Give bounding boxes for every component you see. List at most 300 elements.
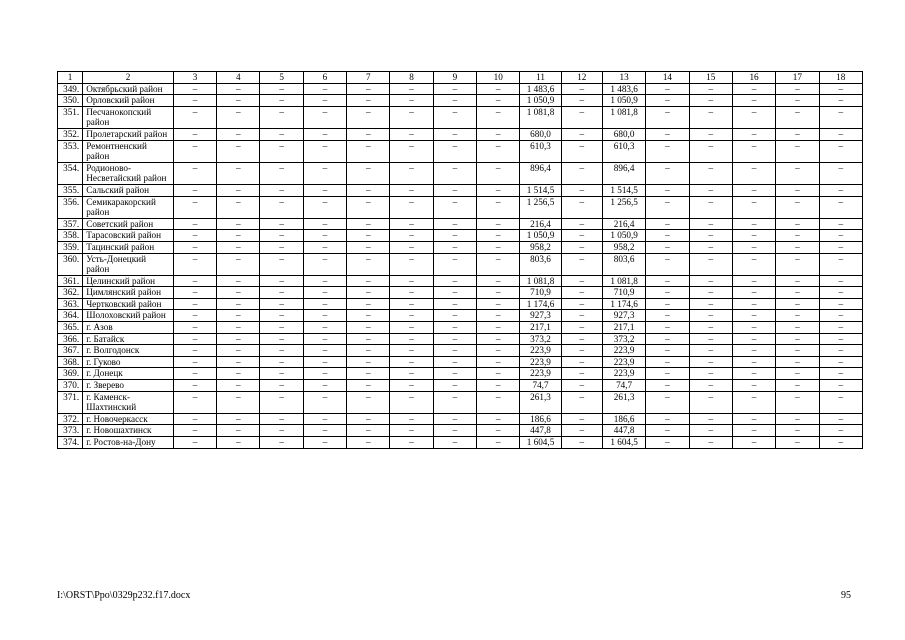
cell-dash: –: [561, 218, 602, 230]
cell-dash: –: [732, 106, 775, 128]
row-number: 373.: [58, 425, 83, 437]
cell-dash: –: [689, 106, 732, 128]
cell-dash: –: [260, 196, 303, 218]
cell-dash: –: [217, 128, 260, 140]
cell-dash: –: [260, 184, 303, 196]
cell-dash: –: [819, 162, 862, 184]
cell-dash: –: [561, 356, 602, 368]
cell-dash: –: [433, 333, 476, 345]
cell-value-col11: 223,9: [520, 368, 561, 380]
cell-dash: –: [173, 128, 216, 140]
cell-dash: –: [689, 287, 732, 299]
cell-dash: –: [347, 241, 390, 253]
page-number: 95: [841, 590, 851, 601]
table-header-row: [58, 72, 863, 84]
column-header: 18: [819, 72, 862, 84]
cell-dash: –: [303, 298, 346, 310]
cell-dash: –: [477, 140, 520, 162]
cell-value-col11: 680,0: [520, 128, 561, 140]
cell-dash: –: [433, 230, 476, 242]
cell-dash: –: [433, 184, 476, 196]
cell-dash: –: [561, 106, 602, 128]
cell-dash: –: [260, 106, 303, 128]
cell-dash: –: [347, 391, 390, 413]
row-number: 350.: [58, 95, 83, 107]
cell-value-col13: 680,0: [602, 128, 645, 140]
cell-dash: –: [173, 368, 216, 380]
row-name: г. Гуково: [83, 356, 174, 368]
data-table: [57, 71, 863, 449]
cell-dash: –: [732, 95, 775, 107]
cell-dash: –: [173, 425, 216, 437]
cell-dash: –: [646, 83, 689, 95]
cell-dash: –: [433, 196, 476, 218]
cell-dash: –: [390, 310, 433, 322]
cell-dash: –: [561, 230, 602, 242]
cell-value-col13: 803,6: [602, 253, 645, 275]
table-row: [58, 425, 863, 437]
cell-dash: –: [390, 128, 433, 140]
column-header: 9: [433, 72, 476, 84]
cell-value-col11: 261,3: [520, 391, 561, 413]
cell-dash: –: [776, 380, 819, 392]
cell-dash: –: [732, 298, 775, 310]
cell-dash: –: [561, 241, 602, 253]
cell-dash: –: [646, 95, 689, 107]
row-number: 364.: [58, 310, 83, 322]
cell-dash: –: [561, 140, 602, 162]
cell-dash: –: [390, 413, 433, 425]
cell-dash: –: [732, 333, 775, 345]
cell-dash: –: [776, 310, 819, 322]
cell-dash: –: [561, 253, 602, 275]
cell-value-col13: 710,9: [602, 287, 645, 299]
cell-dash: –: [303, 253, 346, 275]
cell-dash: –: [477, 345, 520, 357]
cell-dash: –: [173, 230, 216, 242]
cell-dash: –: [303, 345, 346, 357]
cell-dash: –: [347, 106, 390, 128]
cell-dash: –: [390, 162, 433, 184]
cell-dash: –: [303, 196, 346, 218]
cell-dash: –: [646, 298, 689, 310]
cell-dash: –: [646, 310, 689, 322]
cell-dash: –: [646, 184, 689, 196]
row-number: 368.: [58, 356, 83, 368]
cell-dash: –: [477, 162, 520, 184]
cell-dash: –: [689, 218, 732, 230]
cell-dash: –: [477, 275, 520, 287]
cell-dash: –: [390, 356, 433, 368]
cell-dash: –: [689, 184, 732, 196]
row-name: г. Новочеркасск: [83, 413, 174, 425]
cell-dash: –: [776, 95, 819, 107]
cell-value-col11: 1 174,6: [520, 298, 561, 310]
cell-dash: –: [347, 380, 390, 392]
cell-dash: –: [776, 425, 819, 437]
cell-value-col11: 927,3: [520, 310, 561, 322]
cell-dash: –: [217, 253, 260, 275]
cell-dash: –: [303, 140, 346, 162]
cell-dash: –: [819, 437, 862, 449]
cell-dash: –: [561, 184, 602, 196]
cell-dash: –: [689, 368, 732, 380]
column-header: 2: [83, 72, 174, 84]
row-name: г. Донецк: [83, 368, 174, 380]
cell-value-col13: 610,3: [602, 140, 645, 162]
cell-dash: –: [561, 275, 602, 287]
cell-dash: –: [776, 413, 819, 425]
cell-value-col11: 610,3: [520, 140, 561, 162]
cell-dash: –: [732, 391, 775, 413]
cell-dash: –: [776, 298, 819, 310]
cell-dash: –: [260, 298, 303, 310]
cell-dash: –: [390, 287, 433, 299]
cell-dash: –: [217, 184, 260, 196]
cell-dash: –: [776, 184, 819, 196]
cell-dash: –: [303, 218, 346, 230]
cell-dash: –: [260, 275, 303, 287]
cell-dash: –: [819, 128, 862, 140]
cell-dash: –: [819, 184, 862, 196]
cell-dash: –: [303, 95, 346, 107]
cell-dash: –: [732, 356, 775, 368]
cell-dash: –: [732, 218, 775, 230]
cell-value-col13: 927,3: [602, 310, 645, 322]
cell-dash: –: [347, 425, 390, 437]
row-name: Тарасовский район: [83, 230, 174, 242]
cell-dash: –: [819, 356, 862, 368]
column-header: 1: [58, 72, 83, 84]
row-name: Ремонтненский район: [83, 140, 174, 162]
cell-dash: –: [477, 333, 520, 345]
cell-dash: –: [819, 95, 862, 107]
cell-dash: –: [561, 95, 602, 107]
table-row: [58, 184, 863, 196]
cell-dash: –: [819, 368, 862, 380]
cell-dash: –: [217, 425, 260, 437]
cell-dash: –: [732, 380, 775, 392]
row-name: Орловский район: [83, 95, 174, 107]
cell-dash: –: [303, 425, 346, 437]
cell-dash: –: [303, 230, 346, 242]
cell-value-col11: 1 514,5: [520, 184, 561, 196]
cell-dash: –: [561, 333, 602, 345]
cell-dash: –: [347, 230, 390, 242]
cell-dash: –: [217, 230, 260, 242]
cell-dash: –: [390, 425, 433, 437]
column-header: 15: [689, 72, 732, 84]
row-name: Песчанокопский район: [83, 106, 174, 128]
table-row: [58, 230, 863, 242]
cell-dash: –: [217, 241, 260, 253]
cell-dash: –: [303, 356, 346, 368]
cell-dash: –: [477, 356, 520, 368]
row-number: 353.: [58, 140, 83, 162]
cell-dash: –: [347, 298, 390, 310]
cell-dash: –: [646, 425, 689, 437]
row-number: 365.: [58, 322, 83, 334]
cell-dash: –: [646, 196, 689, 218]
cell-dash: –: [217, 162, 260, 184]
row-name: Тацинский район: [83, 241, 174, 253]
column-header: 10: [477, 72, 520, 84]
cell-dash: –: [433, 83, 476, 95]
table-row: [58, 253, 863, 275]
cell-value-col13: 447,8: [602, 425, 645, 437]
cell-value-col13: 223,9: [602, 368, 645, 380]
column-header: 11: [520, 72, 561, 84]
row-name: г. Волгодонск: [83, 345, 174, 357]
cell-dash: –: [776, 218, 819, 230]
cell-dash: –: [217, 275, 260, 287]
cell-dash: –: [390, 345, 433, 357]
cell-value-col13: 261,3: [602, 391, 645, 413]
cell-dash: –: [819, 345, 862, 357]
cell-dash: –: [646, 322, 689, 334]
cell-dash: –: [776, 275, 819, 287]
cell-dash: –: [260, 380, 303, 392]
row-number: 352.: [58, 128, 83, 140]
cell-value-col13: 1 081,8: [602, 275, 645, 287]
row-number: 374.: [58, 437, 83, 449]
cell-dash: –: [433, 356, 476, 368]
cell-dash: –: [561, 345, 602, 357]
cell-value-col11: 186,6: [520, 413, 561, 425]
cell-dash: –: [732, 413, 775, 425]
row-number: 355.: [58, 184, 83, 196]
cell-dash: –: [347, 356, 390, 368]
cell-dash: –: [173, 345, 216, 357]
cell-dash: –: [477, 425, 520, 437]
cell-dash: –: [732, 162, 775, 184]
cell-dash: –: [260, 230, 303, 242]
cell-dash: –: [173, 106, 216, 128]
cell-dash: –: [260, 287, 303, 299]
cell-dash: –: [689, 333, 732, 345]
column-header: 14: [646, 72, 689, 84]
cell-dash: –: [173, 437, 216, 449]
cell-dash: –: [646, 287, 689, 299]
row-name: Пролетарский район: [83, 128, 174, 140]
cell-dash: –: [173, 241, 216, 253]
cell-value-col11: 1 050,9: [520, 230, 561, 242]
cell-dash: –: [303, 241, 346, 253]
cell-dash: –: [217, 106, 260, 128]
cell-value-col11: 223,9: [520, 356, 561, 368]
cell-dash: –: [776, 196, 819, 218]
cell-dash: –: [433, 310, 476, 322]
cell-dash: –: [260, 425, 303, 437]
cell-dash: –: [561, 298, 602, 310]
cell-dash: –: [732, 322, 775, 334]
cell-dash: –: [260, 345, 303, 357]
cell-dash: –: [477, 184, 520, 196]
cell-value-col11: 373,2: [520, 333, 561, 345]
cell-value-col11: 1 050,9: [520, 95, 561, 107]
cell-dash: –: [390, 253, 433, 275]
cell-dash: –: [217, 298, 260, 310]
cell-dash: –: [776, 287, 819, 299]
cell-dash: –: [260, 310, 303, 322]
cell-dash: –: [646, 218, 689, 230]
cell-dash: –: [347, 275, 390, 287]
cell-value-col13: 373,2: [602, 333, 645, 345]
cell-dash: –: [646, 437, 689, 449]
cell-dash: –: [173, 95, 216, 107]
cell-dash: –: [303, 368, 346, 380]
cell-dash: –: [689, 298, 732, 310]
cell-value-col11: 1 081,8: [520, 275, 561, 287]
cell-dash: –: [390, 298, 433, 310]
cell-dash: –: [347, 368, 390, 380]
cell-value-col11: 217,1: [520, 322, 561, 334]
cell-dash: –: [646, 128, 689, 140]
cell-dash: –: [347, 287, 390, 299]
table-row: [58, 298, 863, 310]
cell-dash: –: [819, 287, 862, 299]
cell-dash: –: [561, 162, 602, 184]
cell-dash: –: [776, 368, 819, 380]
cell-dash: –: [477, 83, 520, 95]
cell-dash: –: [173, 162, 216, 184]
cell-dash: –: [260, 413, 303, 425]
cell-dash: –: [819, 380, 862, 392]
cell-dash: –: [776, 437, 819, 449]
cell-dash: –: [477, 253, 520, 275]
table-row: [58, 437, 863, 449]
cell-dash: –: [561, 437, 602, 449]
cell-dash: –: [173, 196, 216, 218]
cell-dash: –: [433, 241, 476, 253]
cell-dash: –: [732, 196, 775, 218]
table-row: [58, 218, 863, 230]
row-name: Родионово-Несветайский район: [83, 162, 174, 184]
cell-dash: –: [433, 322, 476, 334]
cell-dash: –: [173, 391, 216, 413]
cell-dash: –: [347, 162, 390, 184]
cell-dash: –: [819, 218, 862, 230]
column-header: 3: [173, 72, 216, 84]
cell-dash: –: [260, 128, 303, 140]
cell-value-col11: 1 604,5: [520, 437, 561, 449]
cell-dash: –: [561, 196, 602, 218]
cell-dash: –: [390, 140, 433, 162]
cell-dash: –: [819, 413, 862, 425]
cell-dash: –: [819, 241, 862, 253]
cell-dash: –: [390, 230, 433, 242]
cell-value-col13: 1 604,5: [602, 437, 645, 449]
cell-dash: –: [217, 310, 260, 322]
cell-dash: –: [347, 437, 390, 449]
cell-value-col11: 1 256,5: [520, 196, 561, 218]
cell-dash: –: [477, 380, 520, 392]
cell-dash: –: [477, 391, 520, 413]
cell-dash: –: [390, 83, 433, 95]
cell-dash: –: [433, 106, 476, 128]
cell-value-col13: 1 050,9: [602, 230, 645, 242]
cell-dash: –: [303, 380, 346, 392]
column-header: 17: [776, 72, 819, 84]
cell-dash: –: [689, 196, 732, 218]
cell-dash: –: [646, 253, 689, 275]
cell-dash: –: [260, 368, 303, 380]
cell-dash: –: [347, 345, 390, 357]
row-number: 358.: [58, 230, 83, 242]
cell-dash: –: [260, 162, 303, 184]
cell-dash: –: [646, 345, 689, 357]
cell-value-col13: 223,9: [602, 356, 645, 368]
row-number: 349.: [58, 83, 83, 95]
cell-dash: –: [646, 391, 689, 413]
cell-dash: –: [217, 437, 260, 449]
cell-dash: –: [646, 241, 689, 253]
row-name: Советский район: [83, 218, 174, 230]
cell-dash: –: [390, 380, 433, 392]
cell-dash: –: [433, 162, 476, 184]
cell-value-col11: 958,2: [520, 241, 561, 253]
column-header: 13: [602, 72, 645, 84]
cell-dash: –: [819, 310, 862, 322]
column-header: 12: [561, 72, 602, 84]
cell-dash: –: [689, 425, 732, 437]
cell-dash: –: [646, 356, 689, 368]
cell-dash: –: [689, 437, 732, 449]
cell-dash: –: [390, 322, 433, 334]
cell-dash: –: [646, 140, 689, 162]
cell-dash: –: [689, 241, 732, 253]
cell-dash: –: [819, 333, 862, 345]
row-number: 366.: [58, 333, 83, 345]
row-name: Усть-Донецкий район: [83, 253, 174, 275]
cell-dash: –: [260, 140, 303, 162]
cell-value-col11: 1 081,8: [520, 106, 561, 128]
cell-dash: –: [646, 413, 689, 425]
cell-dash: –: [776, 106, 819, 128]
row-name: Октябрьский район: [83, 83, 174, 95]
table-row: [58, 83, 863, 95]
cell-dash: –: [477, 106, 520, 128]
cell-dash: –: [217, 83, 260, 95]
row-name: г. Ростов-на-Дону: [83, 437, 174, 449]
row-number: 371.: [58, 391, 83, 413]
cell-dash: –: [303, 162, 346, 184]
cell-dash: –: [561, 413, 602, 425]
cell-value-col11: 896,4: [520, 162, 561, 184]
cell-dash: –: [689, 310, 732, 322]
cell-dash: –: [732, 230, 775, 242]
cell-dash: –: [646, 380, 689, 392]
cell-dash: –: [732, 241, 775, 253]
table-row: [58, 310, 863, 322]
cell-dash: –: [217, 391, 260, 413]
cell-dash: –: [390, 275, 433, 287]
cell-value-col11: 710,9: [520, 287, 561, 299]
cell-dash: –: [433, 425, 476, 437]
cell-dash: –: [776, 322, 819, 334]
cell-dash: –: [819, 106, 862, 128]
cell-dash: –: [390, 437, 433, 449]
cell-value-col13: 74,7: [602, 380, 645, 392]
cell-dash: –: [819, 83, 862, 95]
cell-dash: –: [561, 368, 602, 380]
cell-dash: –: [776, 345, 819, 357]
cell-dash: –: [347, 333, 390, 345]
cell-value-col13: 216,4: [602, 218, 645, 230]
cell-dash: –: [477, 196, 520, 218]
cell-dash: –: [819, 140, 862, 162]
cell-dash: –: [689, 413, 732, 425]
